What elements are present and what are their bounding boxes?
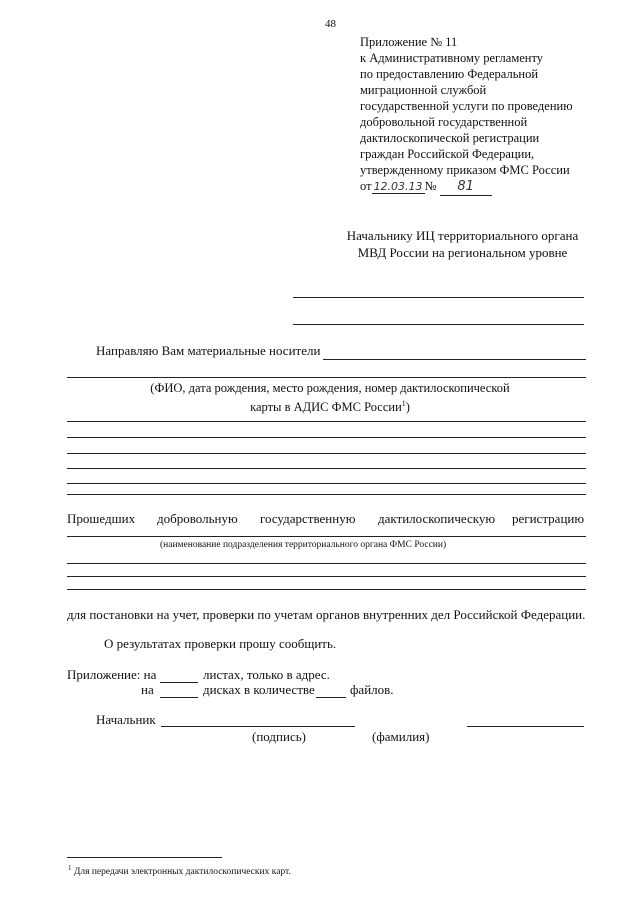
addressee-blank-line[interactable]: [293, 297, 584, 298]
order-prefix: от: [360, 179, 372, 193]
fio-blank-line[interactable]: [67, 468, 586, 469]
files-count-field[interactable]: [316, 697, 346, 698]
surname-caption: (фамилия): [372, 729, 430, 744]
order-date-handwritten: 12.03.13: [373, 180, 423, 193]
subdivision-blank-line[interactable]: [67, 563, 586, 564]
footnote: [68, 864, 291, 877]
header-line: к Административному регламенту: [360, 51, 544, 65]
registration-word: дактилоскопическую: [378, 511, 496, 526]
addressee-blank-line[interactable]: [293, 324, 584, 325]
footnote-mark: 1: [401, 399, 406, 408]
registration-word: государственную: [260, 511, 356, 526]
footnote-number: 1: [68, 864, 72, 872]
registration-word: добровольную: [157, 511, 238, 526]
fio-blank-line[interactable]: [67, 494, 586, 495]
disks-count-field[interactable]: [160, 697, 198, 698]
header-line: по предоставлению Федеральной: [360, 67, 539, 81]
results-request: О результатах проверки прошу сообщить.: [104, 636, 337, 651]
signature-caption: (подпись): [252, 729, 306, 744]
sheets-count-field[interactable]: [160, 682, 198, 683]
subdivision-blank-line[interactable]: [67, 536, 586, 537]
media-blank-line[interactable]: [67, 377, 586, 378]
subdivision-blank-line[interactable]: [67, 576, 586, 577]
subdivision-caption: (наименование подразделения территориального органа ФМС России): [160, 540, 447, 550]
surname-field[interactable]: [467, 726, 584, 727]
fio-blank-line[interactable]: [67, 453, 586, 454]
header-line: миграционной службой: [360, 83, 487, 97]
order-reference: [360, 178, 573, 196]
sheets-suffix: листах, только в адрес.: [203, 667, 330, 682]
header-line: утвержденному приказом ФМС России: [360, 163, 570, 177]
attachment-label: Приложение: на: [67, 667, 157, 682]
appendix-header: [360, 34, 573, 196]
fio-blank-line[interactable]: [67, 483, 586, 484]
order-number-label: №: [424, 179, 437, 193]
signature-field[interactable]: [161, 726, 355, 727]
files-suffix: файлов.: [350, 682, 394, 697]
header-line: граждан Российской Федерации,: [360, 147, 535, 161]
fio-blank-line[interactable]: [67, 421, 586, 422]
header-line: государственной услуги по проведению: [360, 99, 573, 113]
registration-word: Прошедших: [67, 511, 136, 526]
purpose-text: для постановки на учет, проверки по учетам органов внутренних дел Российской Федерации.: [67, 607, 586, 622]
disks-prefix: на: [141, 682, 154, 697]
disks-middle: дисках в количестве: [203, 682, 315, 697]
addressee: Начальнику ИЦ территориального органа МВД России на региональном уровне: [346, 228, 579, 260]
fio-caption: (ФИО, дата рождения, место рождения, номер дактилоскопической карты в АДИС ФМС России$^1$): [150, 381, 510, 415]
footnote-separator: [67, 857, 222, 858]
page-number: 48: [325, 18, 336, 30]
header-line: добровольной государственной: [360, 115, 528, 129]
media-blank-line[interactable]: [323, 359, 586, 360]
order-number-handwritten: 81: [440, 179, 492, 196]
footnote-text: Для передачи электронных дактилоскопических карт.: [73, 867, 291, 878]
header-line: дактилоскопической регистрации: [360, 131, 540, 145]
subdivision-blank-line[interactable]: [67, 589, 586, 590]
sending-text: Направляю Вам материальные носители: [96, 343, 321, 358]
fio-blank-line[interactable]: [67, 437, 586, 438]
header-line: Приложение № 11: [360, 35, 458, 49]
chief-label: Начальник: [96, 712, 156, 727]
registration-word: регистрацию: [512, 511, 585, 526]
